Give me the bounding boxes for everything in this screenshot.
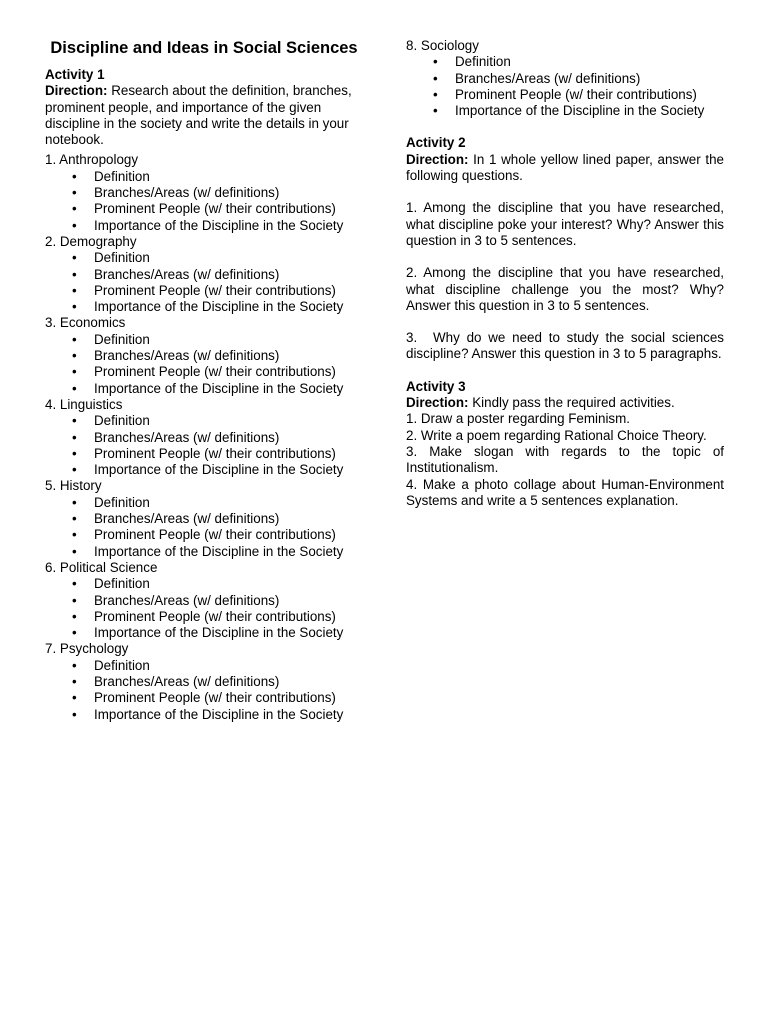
discipline-subitems xyxy=(45,413,363,478)
subitem-bullet: • Prominent People (w/ their contributions) xyxy=(45,609,363,625)
left-column xyxy=(45,38,363,723)
activity2-question: 1. Among the discipline that you have researched, what discipline poke your interest? Why? Answer this question in 3 to 5 sentences. xyxy=(406,200,724,248)
right-column xyxy=(406,38,724,509)
activity3-direction-label: Direction: xyxy=(406,395,469,411)
subitem-bullet: • Importance of the Discipline in the Society xyxy=(45,707,363,723)
subitem-bullet: • Prominent People (w/ their contributions) xyxy=(45,446,363,462)
activity2-direction xyxy=(406,152,724,185)
subitem-bullet: • Prominent People (w/ their contributions) xyxy=(45,283,363,299)
subitem-bullet: • Branches/Areas (w/ definitions) xyxy=(45,267,363,283)
discipline-label: 1. Anthropology xyxy=(45,152,139,168)
subitem-bullet: • Prominent People (w/ their contributions) xyxy=(406,87,724,103)
discipline-item xyxy=(45,234,363,315)
discipline-item xyxy=(45,397,363,478)
discipline-label: 5. History xyxy=(45,478,102,494)
activity1-heading: Activity 1 xyxy=(45,67,105,82)
activity3-section xyxy=(406,379,724,509)
activity2-heading: Activity 2 xyxy=(406,135,466,151)
discipline-subitems xyxy=(45,576,363,641)
document-title: Discipline and Ideas in Social Sciences xyxy=(50,39,358,57)
subitem-bullet: • Prominent People (w/ their contributions) xyxy=(45,527,363,543)
discipline-item xyxy=(45,641,363,722)
discipline-list xyxy=(45,152,363,722)
subitem-bullet: • Importance of the Discipline in the Society xyxy=(45,218,363,234)
question-number: 3. xyxy=(406,330,418,346)
discipline-subitems xyxy=(45,332,363,397)
subitem-bullet: • Branches/Areas (w/ definitions) xyxy=(45,674,363,690)
activity1-direction-text: Research about the definition, branches, prominent people, and importance of the given discipline in the society and write the details in your notebook. xyxy=(45,83,352,148)
activity2-question: 2. Among the discipline that you have researched, what discipline challenge you the most? Why? Answer this question in 3 to 5 sentences. xyxy=(406,265,724,313)
discipline-label: 4. Linguistics xyxy=(45,396,123,412)
discipline-label: 2. Demography xyxy=(45,233,137,249)
activity2-direction-text: In 1 whole yellow lined paper, answer the following questions. xyxy=(406,151,724,184)
subitem-bullet: • Definition xyxy=(45,250,363,266)
activity3-task: 3. Make slogan with regards to the topic of Institutionalism. xyxy=(406,443,724,476)
subitem-bullet: • Prominent People (w/ their contributions) xyxy=(45,690,363,706)
activity2-question xyxy=(406,330,724,363)
subitem-bullet: • Branches/Areas (w/ definitions) xyxy=(406,71,724,87)
subitem-bullet: • Definition xyxy=(45,169,363,185)
subitem-bullet: • Definition xyxy=(406,54,724,70)
subitem-bullet: • Definition xyxy=(45,413,363,429)
subitem-bullet: • Branches/Areas (w/ definitions) xyxy=(45,511,363,527)
subitem-bullet: • Definition xyxy=(45,658,363,674)
discipline-subitems xyxy=(45,169,363,234)
activity1-direction xyxy=(45,83,363,148)
subitem-bullet: • Branches/Areas (w/ definitions) xyxy=(45,593,363,609)
discipline-item xyxy=(406,38,724,119)
discipline-label: 6. Political Science xyxy=(45,559,158,575)
discipline-list-continued xyxy=(406,38,724,119)
activity3-direction xyxy=(406,395,724,411)
subitem-bullet: • Branches/Areas (w/ definitions) xyxy=(45,185,363,201)
subitem-bullet: • Definition xyxy=(45,495,363,511)
discipline-label: 3. Economics xyxy=(45,315,126,331)
discipline-label: 7. Psychology xyxy=(45,641,129,657)
subitem-bullet: • Branches/Areas (w/ definitions) xyxy=(45,348,363,364)
discipline-subitems xyxy=(45,250,363,315)
discipline-subitems xyxy=(45,495,363,560)
subitem-bullet: • Importance of the Discipline in the Society xyxy=(45,381,363,397)
discipline-label: 8. Sociology xyxy=(406,38,479,53)
subitem-bullet: • Importance of the Discipline in the Society xyxy=(45,462,363,478)
activity3-direction-text: Kindly pass the required activities. xyxy=(468,395,675,411)
subitem-bullet: • Definition xyxy=(45,332,363,348)
subitem-bullet: • Importance of the Discipline in the Society xyxy=(45,544,363,560)
subitem-bullet: • Definition xyxy=(45,576,363,592)
subitem-bullet: • Prominent People (w/ their contributions) xyxy=(45,201,363,217)
activity1-direction-label: Direction: xyxy=(45,83,108,99)
discipline-item xyxy=(45,152,363,233)
discipline-item xyxy=(45,560,363,641)
discipline-item xyxy=(45,478,363,559)
subitem-bullet: • Importance of the Discipline in the Society xyxy=(45,299,363,315)
activity3-heading: Activity 3 xyxy=(406,378,466,394)
subitem-bullet: • Prominent People (w/ their contributions) xyxy=(45,364,363,380)
activity2-direction-label: Direction: xyxy=(406,151,469,167)
question-text: Why do we need to study the social sciences discipline? Answer this question in 3 to 5 paragraphs. xyxy=(406,330,724,362)
discipline-subitems xyxy=(406,54,724,119)
activity3-task: 1. Draw a poster regarding Feminism. xyxy=(406,411,631,427)
discipline-item xyxy=(45,315,363,396)
subitem-bullet: • Importance of the Discipline in the Society xyxy=(45,625,363,641)
activity3-task: 2. Write a poem regarding Rational Choice Theory. xyxy=(406,427,707,443)
subitem-bullet: • Branches/Areas (w/ definitions) xyxy=(45,430,363,446)
subitem-bullet: • Importance of the Discipline in the Society xyxy=(406,103,724,119)
activity1-section xyxy=(45,67,363,723)
discipline-subitems xyxy=(45,658,363,723)
activity3-task: 4. Make a photo collage about Human-Environment Systems and write a 5 sentences explanation. xyxy=(406,476,724,508)
activity2-section xyxy=(406,135,724,362)
